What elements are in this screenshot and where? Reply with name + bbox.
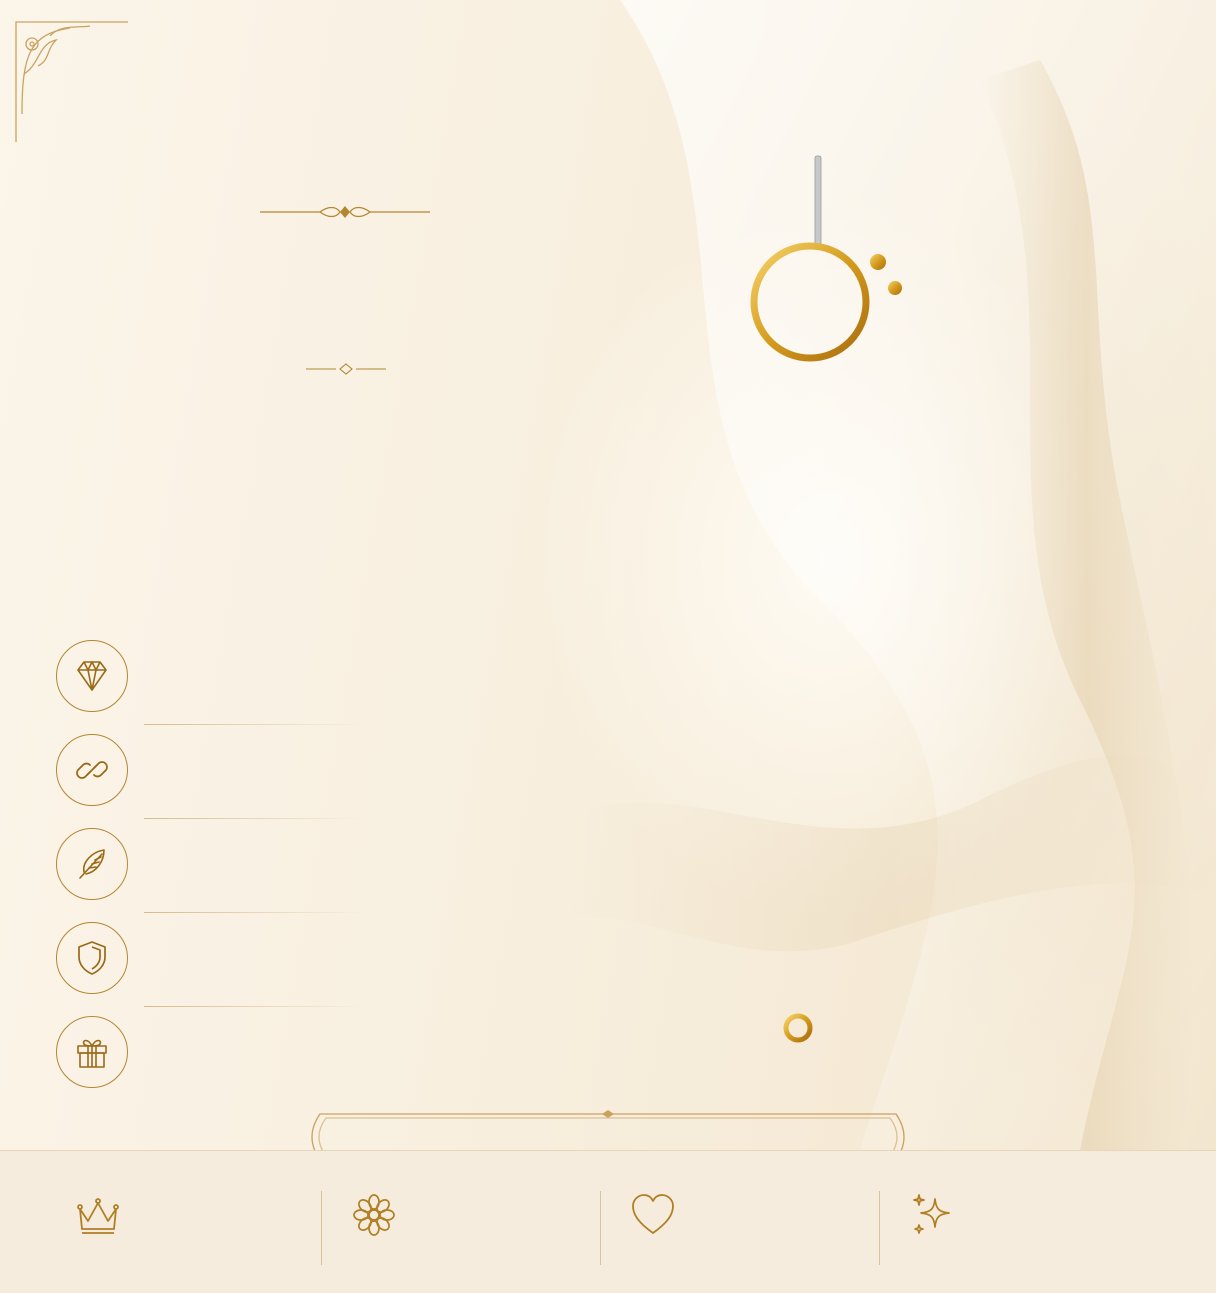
ornamental-divider <box>260 204 430 220</box>
feature-separator <box>144 912 364 913</box>
chain-end-ring <box>786 1016 810 1040</box>
benefit-item <box>909 1191 1179 1271</box>
feature-item <box>56 640 456 734</box>
flower-icon <box>350 1191 398 1239</box>
chain-link-icon <box>72 750 112 790</box>
hoop-ball <box>888 281 902 295</box>
diamond-icon <box>72 656 112 696</box>
feature-item <box>56 734 456 828</box>
nath-pin-product-image <box>700 150 960 1050</box>
feature-item <box>56 828 456 922</box>
benefit-separator <box>879 1191 880 1265</box>
benefit-separator <box>321 1191 322 1265</box>
hoop-ball <box>870 254 886 270</box>
feature-separator <box>144 724 364 725</box>
small-divider <box>306 362 386 376</box>
benefit-item <box>350 1191 620 1271</box>
benefits-bar <box>0 1150 1216 1293</box>
pin-post <box>815 156 821 248</box>
feature-item <box>56 1016 456 1110</box>
sparkle-icon <box>909 1191 957 1239</box>
gold-hoop <box>754 246 866 358</box>
feature-separator <box>144 1006 364 1007</box>
benefit-item <box>74 1191 344 1271</box>
feather-icon <box>72 844 112 884</box>
benefit-separator <box>600 1191 601 1265</box>
feature-item <box>56 922 456 1016</box>
corner-ornament <box>10 14 130 144</box>
feature-separator <box>144 818 364 819</box>
crown-icon <box>74 1191 122 1239</box>
heart-icon <box>629 1191 677 1239</box>
benefit-item <box>629 1191 899 1271</box>
gift-icon <box>72 1032 112 1072</box>
shield-icon <box>72 938 112 978</box>
feature-list <box>56 640 456 1110</box>
